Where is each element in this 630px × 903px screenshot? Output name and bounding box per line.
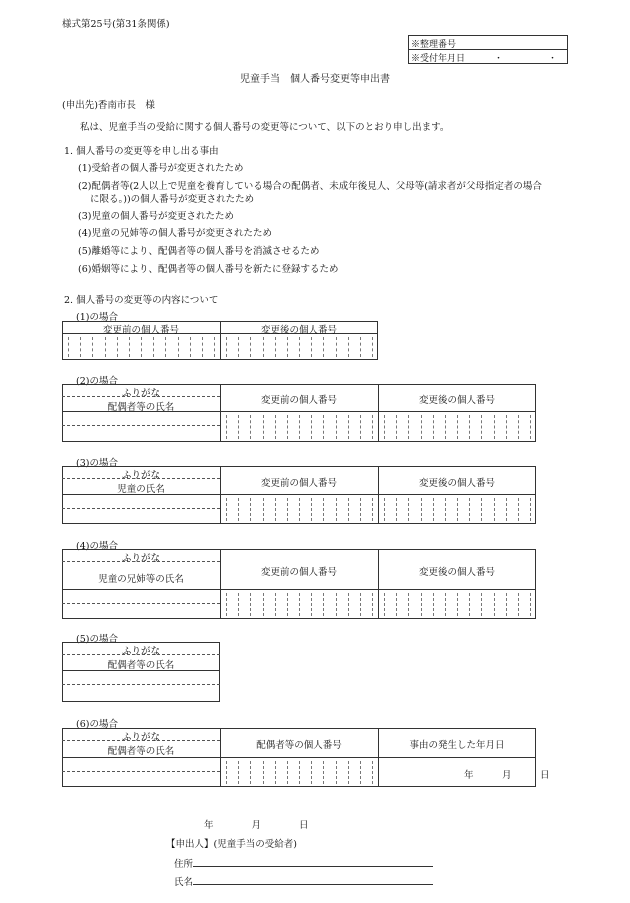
reason-item-6: (6)婚姻等により、配偶者等の個人番号を新たに登録するため: [78, 264, 339, 275]
digit-divider: [299, 498, 300, 521]
case2-name-header: 配偶者等の氏名: [107, 402, 175, 413]
digit-divider: [348, 593, 349, 616]
digit-divider: [105, 337, 106, 357]
case2-after-header: 変更後の個人番号: [418, 395, 495, 406]
case4-name-field[interactable]: [62, 589, 220, 619]
digit-divider: [299, 337, 300, 357]
digit-divider: [336, 761, 337, 784]
case6-date-value[interactable]: 年 月 日: [464, 770, 550, 781]
case4-furigana-header: ふりがな: [121, 553, 160, 564]
digit-divider: [396, 593, 397, 616]
case1-label: (1)の場合: [76, 312, 118, 323]
case1-after-header: 変更後の個人番号: [260, 325, 337, 336]
digit-divider: [360, 498, 361, 521]
document-title: 児童手当 個人番号変更等申出書: [240, 74, 390, 85]
case2-after-digit-cells[interactable]: [378, 412, 536, 442]
digit-divider: [165, 337, 166, 357]
digit-divider: [250, 761, 251, 784]
digit-divider: [457, 415, 458, 439]
digit-divider: [299, 593, 300, 616]
digit-divider: [250, 337, 251, 357]
digit-divider: [336, 593, 337, 616]
digit-divider: [445, 498, 446, 521]
digit-divider: [518, 593, 519, 616]
form-number: 様式第25号(第31条関係): [62, 19, 170, 30]
received-date-label: ※受付年月日: [411, 54, 466, 64]
digit-divider: [226, 498, 227, 521]
digit-divider: [287, 593, 288, 616]
digit-divider: [323, 415, 324, 439]
digit-divider: [348, 498, 349, 521]
digit-divider: [287, 761, 288, 784]
digit-divider: [494, 498, 495, 521]
case5-furigana-header: ふりがな: [121, 646, 160, 657]
case6-name-header: 配偶者等の氏名: [107, 746, 175, 757]
digit-divider: [494, 415, 495, 439]
case3-furigana-header: ふりがな: [121, 470, 160, 481]
reason-item-3: (3)児童の個人番号が変更されたため: [78, 211, 234, 222]
digit-divider: [348, 415, 349, 439]
case4-before-header: 変更前の個人番号: [260, 567, 337, 578]
digit-divider: [408, 498, 409, 521]
case5-name-field[interactable]: [62, 670, 220, 702]
intro-text: 私は、児童手当の受給に関する個人番号の変更等について、以下のとおり申し出ます。: [80, 122, 450, 133]
case3-before-digit-cells[interactable]: [220, 495, 378, 524]
case2-before-digit-cells[interactable]: [220, 412, 378, 442]
case3-label: (3)の場合: [76, 458, 118, 469]
digit-divider: [360, 761, 361, 784]
digit-divider: [481, 415, 482, 439]
digit-divider: [226, 761, 227, 784]
digit-divider: [299, 415, 300, 439]
digit-divider: [250, 498, 251, 521]
digit-divider: [372, 593, 373, 616]
digit-divider: [530, 415, 531, 439]
digit-divider: [360, 337, 361, 357]
case6-date-header: 事由の発生した年月日: [409, 740, 505, 751]
digit-divider: [250, 593, 251, 616]
digit-divider: [263, 761, 264, 784]
addressee: (申出先)香南市長 様: [62, 100, 155, 111]
name-label: 氏名: [174, 877, 194, 888]
reason-item-4: (4)児童の兄姉等の個人番号が変更されたため: [78, 228, 272, 239]
case2-label: (2)の場合: [76, 376, 118, 387]
digit-divider: [311, 761, 312, 784]
digit-divider: [457, 593, 458, 616]
case5-name-header: 配偶者等の氏名: [107, 660, 175, 671]
applicant-label: 【申出人】(児童手当の受給者): [166, 839, 297, 850]
digit-divider: [348, 337, 349, 357]
case3-name-field[interactable]: [62, 494, 220, 524]
case3-before-header: 変更前の個人番号: [260, 478, 337, 489]
case5-label: (5)の場合: [76, 634, 118, 645]
digit-divider: [433, 498, 434, 521]
digit-divider: [506, 498, 507, 521]
digit-divider: [323, 761, 324, 784]
digit-divider: [275, 761, 276, 784]
address-label: 住所: [174, 859, 194, 870]
case6-number-header: 配偶者等の個人番号: [256, 740, 342, 751]
submission-date[interactable]: 年 月 日: [204, 820, 309, 831]
case6-label: (6)の場合: [76, 719, 118, 730]
case4-label: (4)の場合: [76, 541, 118, 552]
digit-divider: [311, 415, 312, 439]
digit-divider: [421, 593, 422, 616]
name-field[interactable]: [193, 884, 433, 885]
digit-divider: [275, 337, 276, 357]
digit-divider: [433, 593, 434, 616]
digit-divider: [202, 337, 203, 357]
case6-name-field[interactable]: [62, 757, 220, 787]
address-field[interactable]: [193, 866, 433, 867]
digit-divider: [250, 415, 251, 439]
digit-divider: [408, 593, 409, 616]
digit-divider: [445, 593, 446, 616]
digit-divider: [408, 415, 409, 439]
digit-divider: [238, 415, 239, 439]
digit-divider: [311, 498, 312, 521]
section1-heading: 1. 個人番号の変更等を申し出る事由: [64, 146, 219, 157]
case1-after-digit-cells[interactable]: [220, 334, 378, 360]
digit-divider: [275, 498, 276, 521]
digit-divider: [275, 593, 276, 616]
case4-before-digit-cells[interactable]: [220, 590, 378, 619]
case6-furigana-header: ふりがな: [121, 732, 160, 743]
section2-heading: 2. 個人番号の変更等の内容について: [64, 295, 219, 306]
digit-divider: [506, 415, 507, 439]
digit-divider: [129, 337, 130, 357]
digit-divider: [518, 415, 519, 439]
digit-divider: [530, 498, 531, 521]
digit-divider: [506, 593, 507, 616]
digit-divider: [214, 337, 215, 357]
digit-divider: [372, 498, 373, 521]
case2-before-header: 変更前の個人番号: [260, 395, 337, 406]
digit-divider: [457, 498, 458, 521]
digit-divider: [92, 337, 93, 357]
digit-divider: [469, 415, 470, 439]
digit-divider: [323, 337, 324, 357]
digit-divider: [421, 415, 422, 439]
digit-divider: [384, 415, 385, 439]
digit-divider: [372, 415, 373, 439]
case3-after-header: 変更後の個人番号: [418, 478, 495, 489]
digit-divider: [238, 593, 239, 616]
digit-divider: [336, 415, 337, 439]
digit-divider: [445, 415, 446, 439]
digit-divider: [68, 337, 69, 357]
case3-name-header: 児童の氏名: [117, 484, 165, 495]
digit-divider: [336, 337, 337, 357]
digit-divider: [481, 498, 482, 521]
case1-before-header: 変更前の個人番号: [102, 325, 179, 336]
digit-divider: [226, 415, 227, 439]
case3-after-digit-cells[interactable]: [378, 495, 536, 524]
digit-divider: [396, 498, 397, 521]
digit-divider: [348, 761, 349, 784]
digit-divider: [323, 498, 324, 521]
digit-divider: [494, 593, 495, 616]
case4-after-header: 変更後の個人番号: [418, 567, 495, 578]
digit-divider: [421, 498, 422, 521]
digit-divider: [311, 337, 312, 357]
digit-divider: [287, 337, 288, 357]
reason-item-2: (2)配偶者等(2人以上で児童を養育している場合の配偶者、未成年後見人、父母等(請求者が父母指定者の場合: [78, 181, 542, 192]
digit-divider: [141, 337, 142, 357]
digit-divider: [190, 337, 191, 357]
digit-divider: [153, 337, 154, 357]
digit-divider: [481, 593, 482, 616]
digit-divider: [396, 415, 397, 439]
digit-divider: [360, 415, 361, 439]
case6-number-digit-cells[interactable]: [220, 758, 378, 787]
reason-item-5: (5)離婚等により、配偶者等の個人番号を消滅させるため: [78, 246, 320, 257]
digit-divider: [323, 593, 324, 616]
digit-divider: [287, 415, 288, 439]
digit-divider: [372, 337, 373, 357]
case2-furigana-header: ふりがな: [121, 388, 160, 399]
case2-name-field[interactable]: [62, 411, 220, 442]
digit-divider: [238, 761, 239, 784]
digit-divider: [372, 761, 373, 784]
digit-divider: [311, 593, 312, 616]
control-number-label: ※整理番号: [411, 40, 457, 50]
digit-divider: [80, 337, 81, 357]
digit-divider: [469, 593, 470, 616]
digit-divider: [530, 593, 531, 616]
digit-divider: [226, 593, 227, 616]
digit-divider: [384, 593, 385, 616]
digit-divider: [275, 415, 276, 439]
digit-divider: [263, 593, 264, 616]
digit-divider: [263, 415, 264, 439]
digit-divider: [287, 498, 288, 521]
reason-item-1: (1)受給者の個人番号が変更されたため: [78, 163, 244, 174]
digit-divider: [117, 337, 118, 357]
received-date-dots: ・ ・: [494, 54, 558, 64]
digit-divider: [384, 498, 385, 521]
digit-divider: [518, 498, 519, 521]
digit-divider: [299, 761, 300, 784]
digit-divider: [469, 498, 470, 521]
digit-divider: [263, 498, 264, 521]
digit-divider: [263, 337, 264, 357]
case4-after-digit-cells[interactable]: [378, 590, 536, 619]
digit-divider: [226, 337, 227, 357]
digit-divider: [336, 498, 337, 521]
digit-divider: [238, 337, 239, 357]
case1-before-digit-cells[interactable]: [62, 334, 220, 360]
digit-divider: [178, 337, 179, 357]
reason-item-2-cont: に限る。))の個人番号が変更されたため: [90, 194, 255, 205]
digit-divider: [433, 415, 434, 439]
digit-divider: [360, 593, 361, 616]
case4-name-header: 児童の兄姉等の氏名: [98, 574, 184, 585]
digit-divider: [238, 498, 239, 521]
